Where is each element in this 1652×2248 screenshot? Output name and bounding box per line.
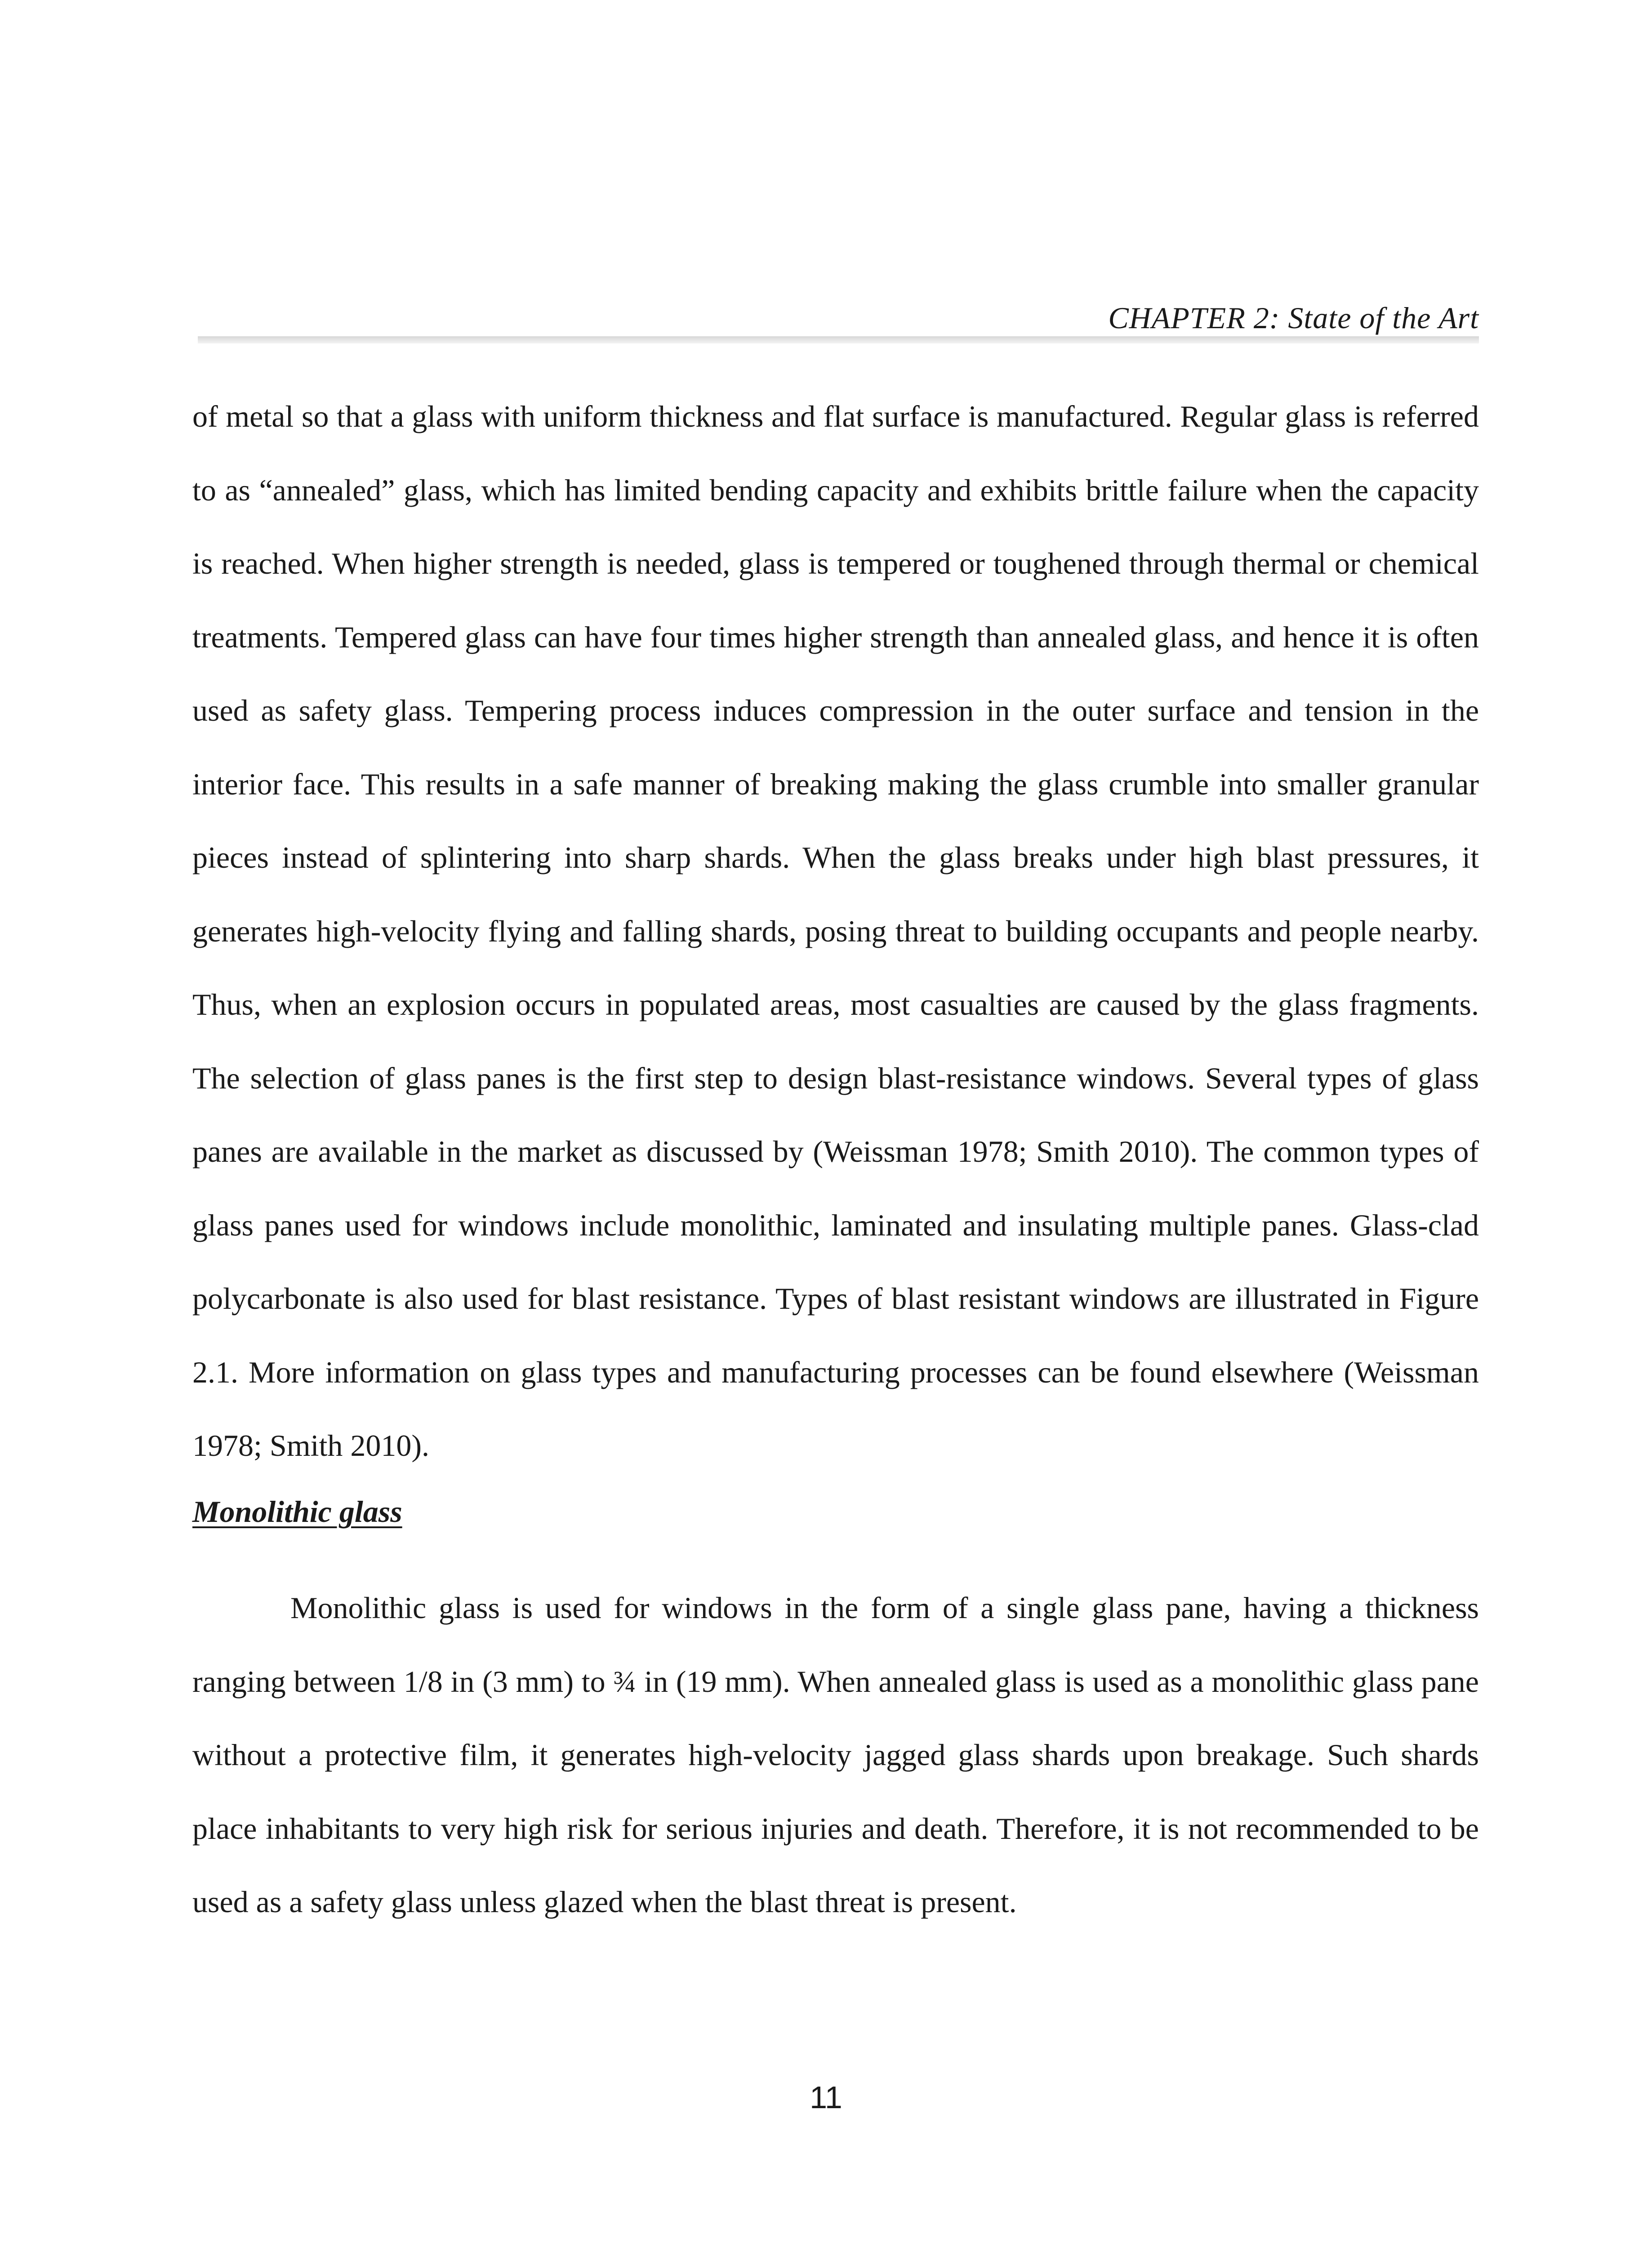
page-number: 11	[810, 2080, 842, 2115]
header-rule	[198, 336, 1479, 343]
body-paragraph: of metal so that a glass with uniform thickness and flat surface is manufactured. Regular glass is referred to as “annealed” glass, which has limited bending capacity and exhibits brittle failure when the capacity is reached. When higher strength is needed, glass is tempered or toughened through thermal or chemical treatments. Tempered glass can have four times higher strength than annealed glass, and hence it is often used as safety glass. Tempering process induces compression in the outer surface and tension in the interior face. This results in a safe manner of breaking making the glass crumble into smaller granular pieces instead of splintering into sharp shards. When the glass breaks under high blast pressures, it generates high-velocity flying and falling shards, posing threat to building occupants and people nearby. Thus, when an explosion occurs in populated areas, most casualties are caused by the glass fragments. The selection of glass panes is the first step to design blast-resistance windows. Several types of glass panes are available in the market as discussed by (Weissman 1978; Smith 2010). The common types of glass panes used for windows include monolithic, laminated and insulating multiple panes. Glass-clad polycarbonate is also used for blast resistance. Types of blast resistant windows are illustrated in Figure 2.1. More information on glass types and manufacturing processes can be found elsewhere (Weissman 1978; Smith 2010).	[192, 399, 1479, 1463]
running-header: CHAPTER 2: State of the Art	[1108, 301, 1479, 335]
body-paragraph: Monolithic glass is used for windows in the form of a single glass pane, having a thickness ranging between 1/8 in (3 mm) to ¾ in (19 mm). When annealed glass is used as a monolithic glass pane without a protective film, it generates high-velocity jagged glass shards upon breakage. Such shards place inhabitants to very high risk for serious injuries and death. Therefore, it is not recommended to be used as a safety glass unless glazed when the blast threat is present.	[192, 1591, 1479, 1919]
section-heading: Monolithic glass	[192, 1494, 402, 1529]
